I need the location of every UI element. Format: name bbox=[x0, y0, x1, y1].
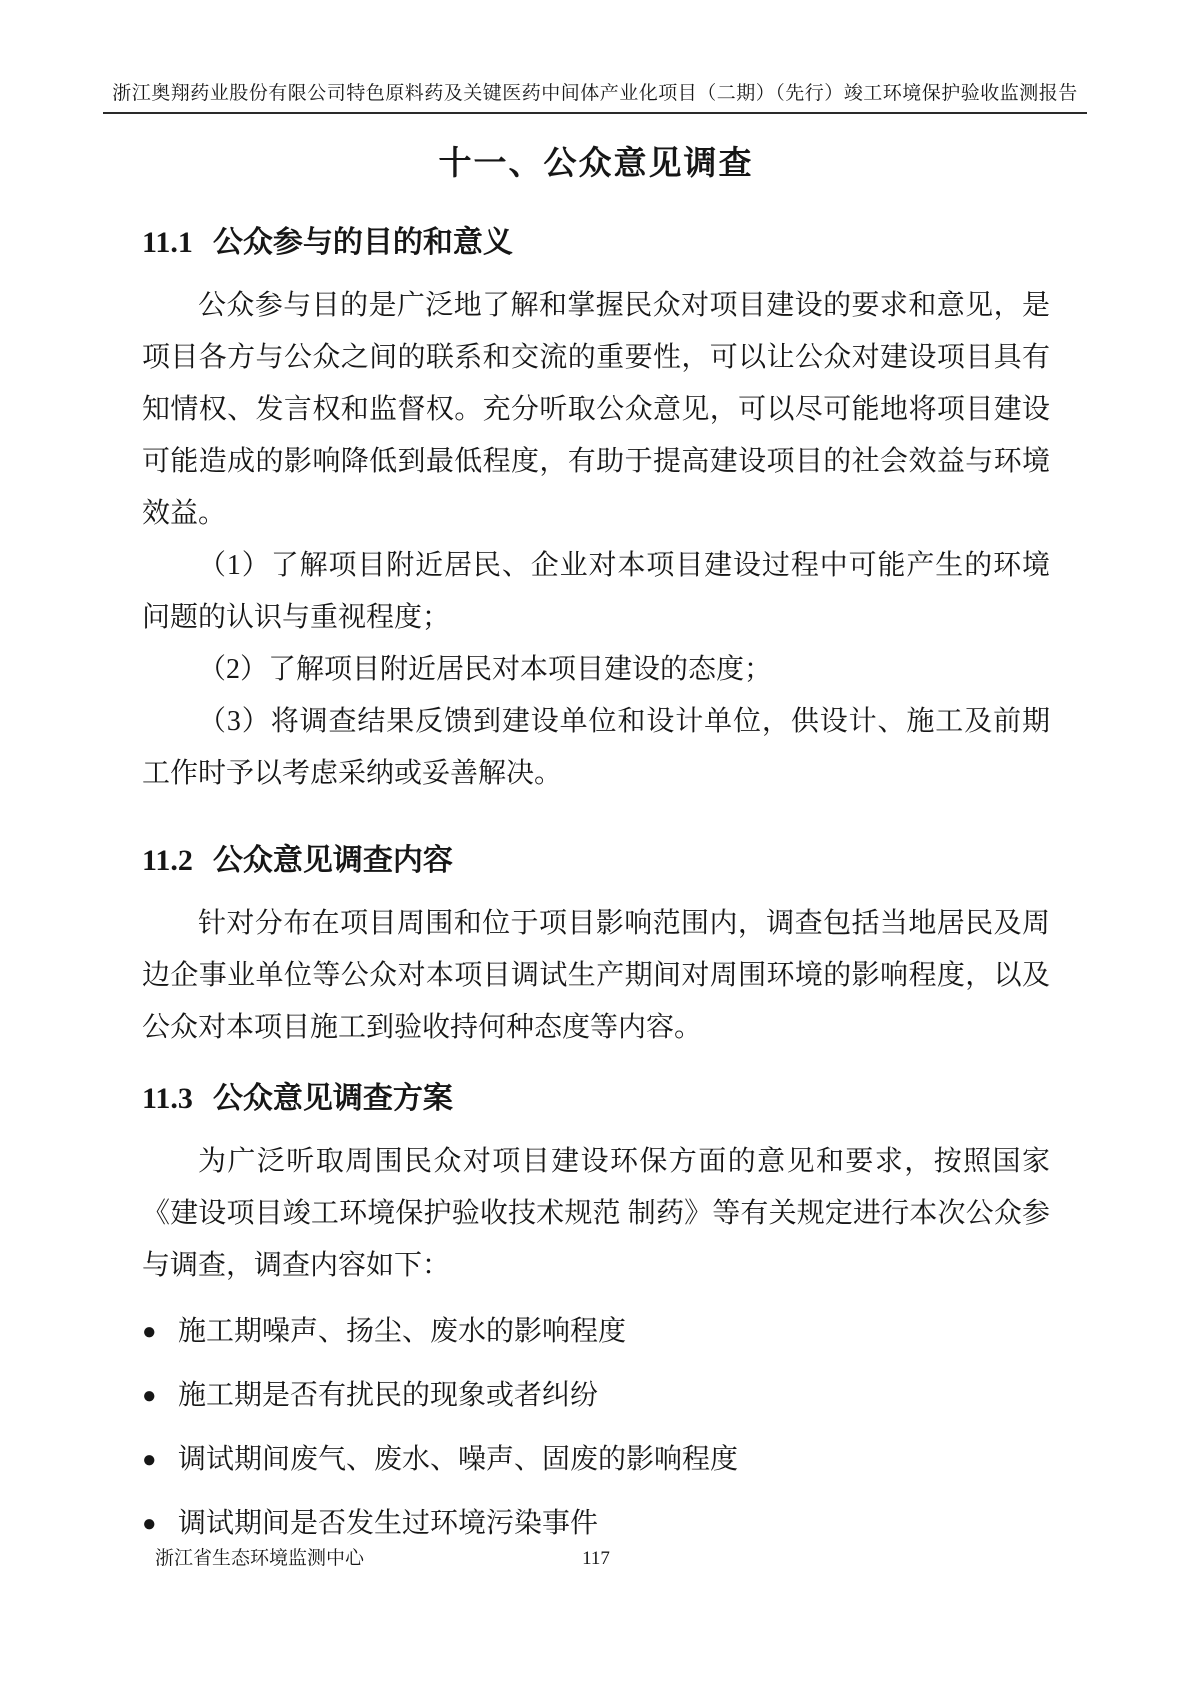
list-item bbox=[142, 1370, 1050, 1422]
page-header bbox=[103, 78, 1087, 114]
paragraph: （2）了解项目附近居民对本项目建设的态度； bbox=[198, 654, 773, 685]
list-item bbox=[142, 1434, 1050, 1486]
list-item-text: 施工期噪声、扬尘、废水的影响程度 bbox=[178, 1316, 627, 1347]
bullet-icon: ● bbox=[142, 1383, 157, 1409]
paragraph: （1）了解项目附近居民、企业对本项目建设过程中可能产生的环境问题的认识与重视程度； bbox=[142, 550, 1050, 633]
section-number: 11.2 bbox=[142, 844, 193, 877]
bullet-icon: ● bbox=[142, 1511, 157, 1537]
section-title: 公众参与的目的和意义 bbox=[212, 226, 513, 259]
list-item-text: 调试期间废气、废水、噪声、固废的影响程度 bbox=[178, 1444, 739, 1475]
section-number: 11.1 bbox=[142, 226, 193, 259]
paragraph: 公众参与目的是广泛地了解和掌握民众对项目建设的要求和意见，是项目各方与公众之间的联系和交流的重要性，可以让公众对建设项目具有知情权、发言权和监督权。充分听取公众意见，可以尽可能地将项目建设可能造成的影响降低到最低程度，有助于提高建设项目的社会效益与环境效益。 bbox=[142, 290, 1050, 529]
chapter-title: 十一、公众意见调查 bbox=[438, 146, 754, 182]
page-content bbox=[142, 128, 1050, 1562]
bullet-icon: ● bbox=[142, 1319, 157, 1345]
list-item bbox=[142, 1498, 1050, 1550]
bullet-icon: ● bbox=[142, 1447, 157, 1473]
section-title: 公众意见调查方案 bbox=[212, 1082, 453, 1115]
paragraph: （3）将调查结果反馈到建设单位和设计单位，供设计、施工及前期工作时予以考虑采纳或妥善解决。 bbox=[142, 706, 1050, 789]
list-item-text: 调试期间是否发生过环境污染事件 bbox=[178, 1508, 599, 1539]
paragraph: 针对分布在项目周围和位于项目影响范围内，调查包括当地居民及周边企事业单位等公众对本项目调试生产期间对周围环境的影响程度，以及公众对本项目施工到验收持何种态度等内容。 bbox=[142, 908, 1050, 1043]
section-heading-11-2 bbox=[142, 840, 1050, 882]
section-title: 公众意见调查内容 bbox=[212, 844, 453, 877]
section-heading-11-1 bbox=[142, 222, 1050, 264]
section-number: 11.3 bbox=[142, 1082, 193, 1115]
header-report-title: 浙江奥翔药业股份有限公司特色原料药及关键医药中间体产业化项目（二期）（先行）竣工环境保护验收监测报告 bbox=[112, 83, 1078, 104]
paragraph: 为广泛听取周围民众对项目建设环保方面的意见和要求，按照国家《建设项目竣工环境保护验收技术规范 制药》等有关规定进行本次公众参与调查，调查内容如下： bbox=[142, 1146, 1050, 1281]
page-footer bbox=[142, 1544, 1050, 1574]
page-number: 117 bbox=[582, 1548, 610, 1569]
survey-topics-list bbox=[142, 1306, 1050, 1550]
list-item-text: 施工期是否有扰民的现象或者纠纷 bbox=[178, 1380, 599, 1411]
section-heading-11-3 bbox=[142, 1078, 1050, 1120]
list-item bbox=[142, 1306, 1050, 1358]
footer-organization: 浙江省生态环境监测中心 bbox=[155, 1548, 365, 1569]
